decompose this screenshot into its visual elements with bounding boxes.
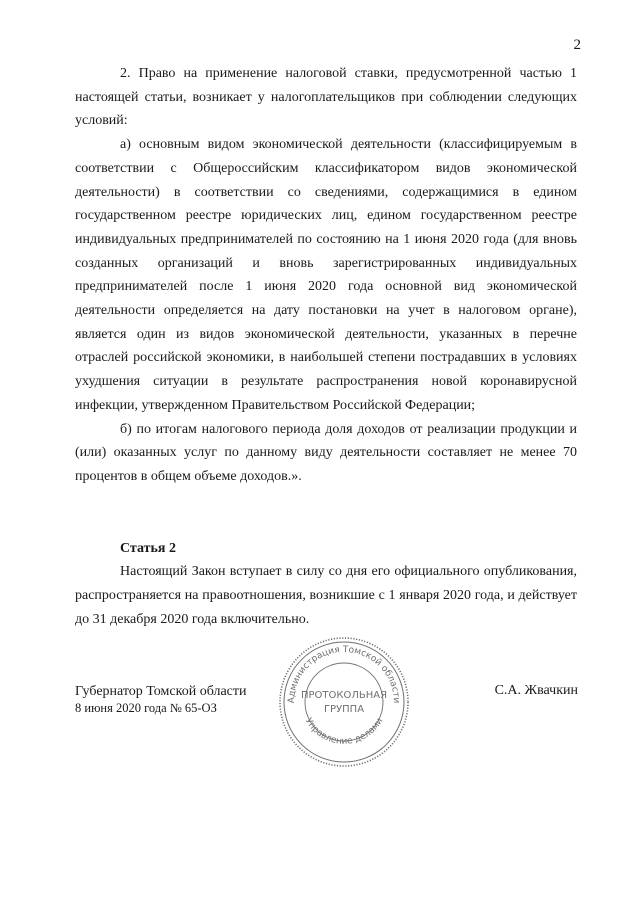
signatory-position: Губернатор Томской области: [75, 684, 247, 699]
law-date-number: 8 июня 2020 года № 65-ОЗ: [75, 701, 217, 715]
stamp-rings: [280, 638, 408, 766]
document-body: [75, 62, 577, 631]
official-stamp: [276, 634, 412, 770]
paragraph-a: а) основным видом экономической деятельности (классифицируемым в соответствии с Общероссийским классификатором видов экономической деятельности) в соответствии со сведениями, содержащимися в едином государственном реестре юридических лиц, едином государственном реестре индивидуальных предпринимателей по состоянию на 1 июня 2020 года (для вновь созданных организаций и вновь зарегистрированных индивидуальных предпринимателей после 1 июня 2020 года основной вид экономической деятельности определяется на дату постановки на учет в налоговом органе), является один из видов экономической деятельности, указанных в перечне отраслей российской экономики, в наибольшей степени пострадавших в условиях ухудшения ситуации в результате распространения новой коронавирусной инфекции, утвержденном Правительством Российской Федерации;: [75, 137, 577, 413]
article-2-heading: Статья 2: [120, 540, 176, 556]
stamp-ring-bottom-text: Управление делами: [302, 716, 386, 747]
stamp-ring-top-text: Администрация Томской области: [286, 644, 402, 704]
signature-block: [75, 683, 247, 717]
stamp-center-line2: ГРУППА: [323, 704, 365, 715]
paragraph-2: 2. Право на применение налоговой ставки, предусмотренной частью 1 настоящей статьи, возникает у налогоплательщиков при соблюдении следующих условий:: [75, 66, 577, 129]
spacer: [75, 489, 577, 513]
stamp-center-line1: ПРОТОКОЛЬНАЯ: [300, 690, 388, 701]
signatory-name: С.А. Жвачкин: [494, 683, 578, 698]
paragraph-b: б) по итогам налогового периода доля доходов от реализации продукции и (или) оказанных услуг по данному виду деятельности составляет не менее 70 процентов в общем объеме доходов.».: [75, 421, 577, 484]
spacer: [75, 513, 577, 537]
page-number: 2: [573, 37, 581, 53]
article-2-text: Настоящий Закон вступает в силу со дня его официального опубликования, распространяется на правоотношения, возникшие с 1 января 2020 года, и действует до 31 декабря 2020 года включительно.: [75, 564, 577, 627]
